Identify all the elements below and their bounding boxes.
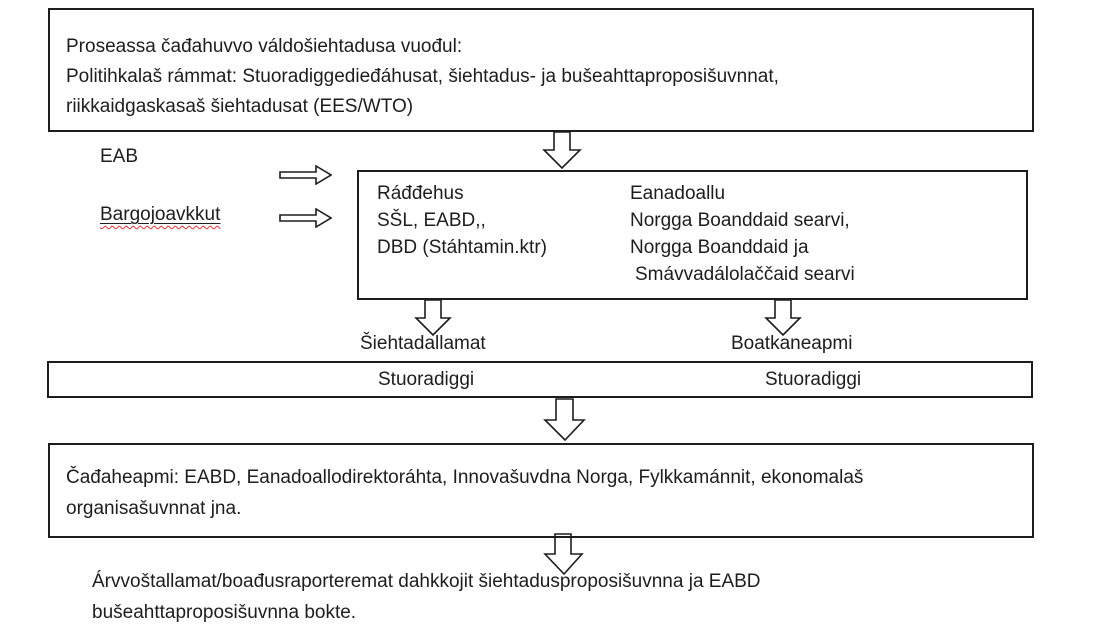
government-parties-box — [357, 170, 1028, 300]
down-arrow-icon — [761, 299, 805, 336]
agri-line-4: Smávvadálolaččaid searvi — [635, 264, 855, 285]
breakdown-label: Boatkaneapmi — [731, 333, 853, 354]
agri-line-2: Norgga Boanddaid searvi, — [630, 210, 850, 231]
parliament-box — [47, 361, 1033, 398]
evaluation-line-2: bušeahttaproposišuvnna bokte. — [92, 602, 357, 623]
framework-line-2: Politihkalaš rámmat: Stuoradiggedieđáhusat, šiehtadus- ja bušeahttaproposišuvnnat, — [66, 66, 779, 87]
framework-line-1: Proseassa čađahuvvo váldošiehtadusa vuođul: — [66, 36, 463, 57]
implementation-line-2: organisašuvnnat jna. — [66, 498, 242, 519]
agriculture-column — [630, 180, 855, 288]
agri-line-1: Eanadoallu — [630, 183, 726, 204]
down-arrow-icon — [540, 398, 590, 441]
implementation-box — [48, 443, 1034, 538]
implementation-line-1: Čađaheapmi: EABD, Eanadoallodirektoráhta, Innovašuvdna Norga, Fylkkamánnit, ekonomalaš — [66, 467, 864, 488]
right-arrow-icon — [279, 165, 332, 185]
evaluation-text — [92, 566, 761, 628]
parliament-left-label: Stuoradiggi — [378, 369, 475, 390]
parliament-right-label: Stuoradiggi — [765, 369, 862, 390]
gov-line-2: SŠL, EABD,, — [377, 210, 486, 231]
political-framework-box — [48, 8, 1034, 132]
gov-line-1: Ráđđehus — [377, 183, 464, 204]
government-column — [377, 180, 547, 261]
gov-line-3: DBD (Stáhtamin.ktr) — [377, 237, 547, 258]
agri-line-3: Norgga Boanddaid ja — [630, 237, 809, 258]
eab-label: EAB — [100, 146, 139, 167]
framework-line-3: riikkaidgaskasaš šiehtadusat (EES/WTO) — [66, 96, 414, 117]
right-arrow-icon — [279, 208, 332, 228]
down-arrow-icon — [537, 131, 587, 169]
evaluation-line-1: Árvvoštallamat/boađusraporteremat dahkkojit šiehtadusproposišuvnna ja EABD — [92, 571, 761, 592]
down-arrow-icon — [411, 299, 455, 336]
negotiations-label: Šiehtadallamat — [360, 333, 486, 354]
workgroups-text: Bargojoavkkut — [100, 204, 221, 225]
workgroups-label — [100, 204, 220, 226]
